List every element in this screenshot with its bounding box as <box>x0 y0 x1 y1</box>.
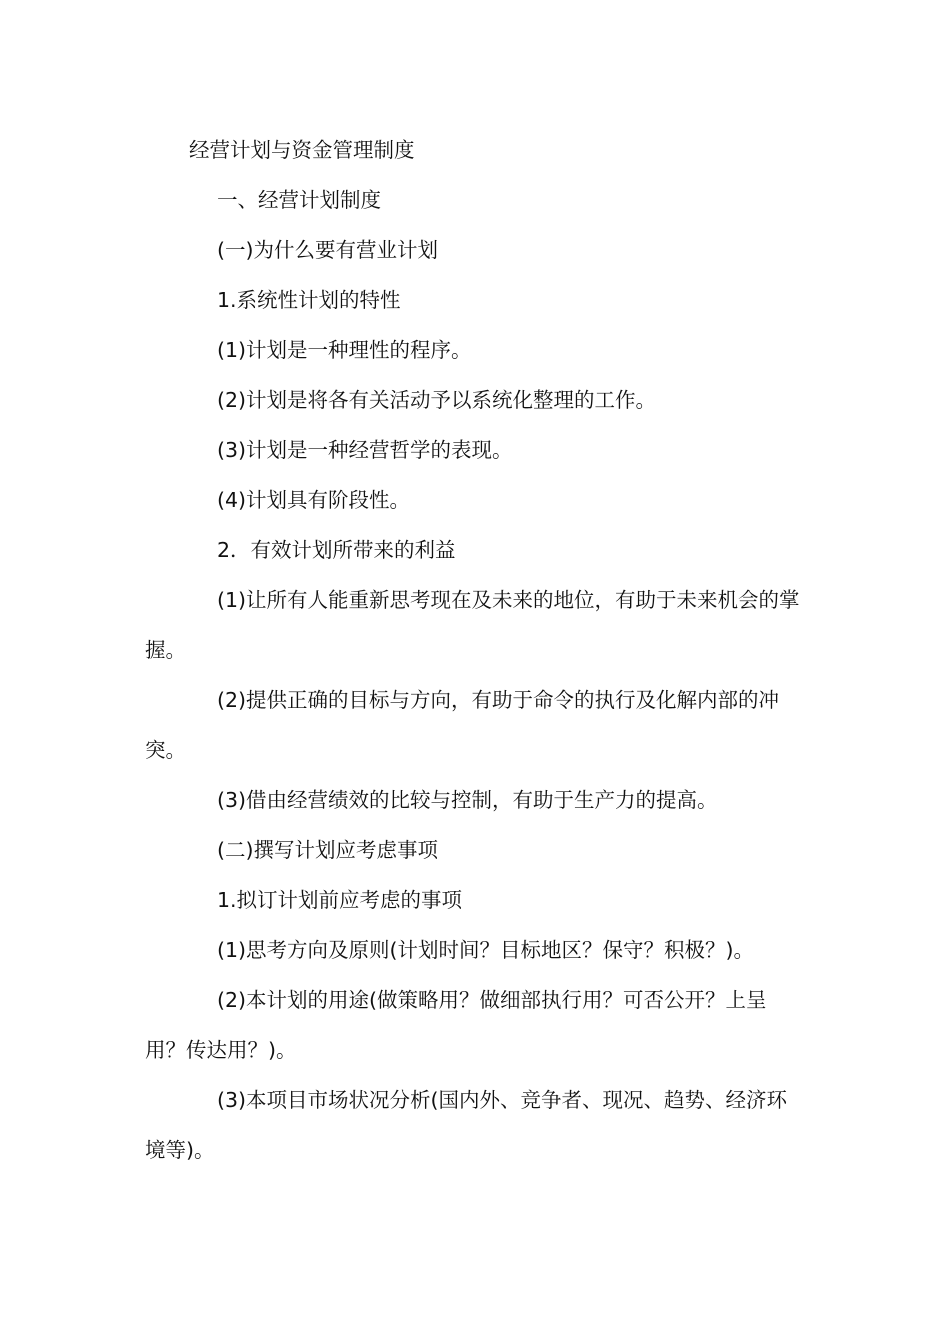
document-body <box>145 125 805 1175</box>
paragraph: (1)让所有人能重新思考现在及未来的地位，有助于未来机会的掌握。 <box>145 588 800 662</box>
paragraph: (4)计划具有阶段性。 <box>217 488 411 512</box>
item-heading: 1.拟订计划前应考虑的事项 <box>217 888 463 912</box>
paragraph: (3)本项目市场状况分析(国内外、竞争者、现况、趋势、经济环境等)。 <box>145 1088 788 1162</box>
paragraph: (3)借由经营绩效的比较与控制，有助于生产力的提高。 <box>217 788 718 812</box>
paragraph: (3)计划是一种经营哲学的表现。 <box>217 438 513 462</box>
paragraph: (2)本计划的用途(做策略用？做细部执行用？可否公开？上呈用？传达用？)。 <box>145 988 767 1062</box>
paragraph: (2)提供正确的目标与方向，有助于命令的执行及化解内部的冲突。 <box>145 688 780 762</box>
paragraph: (2)计划是将各有关活动予以系统化整理的工作。 <box>217 388 657 412</box>
item-heading: 1.系统性计划的特性 <box>217 288 401 312</box>
item-heading: 2．有效计划所带来的利益 <box>217 538 456 562</box>
paragraph: (1)计划是一种理性的程序。 <box>217 338 472 362</box>
subsection-heading: (二)撰写计划应考虑事项 <box>217 838 438 862</box>
section-heading: 一、经营计划制度 <box>217 188 381 212</box>
paragraph: (1)思考方向及原则(计划时间？目标地区？保守？积极？)。 <box>217 938 755 962</box>
document-title: 经营计划与资金管理制度 <box>189 138 415 162</box>
subsection-heading: (一)为什么要有营业计划 <box>217 238 438 262</box>
